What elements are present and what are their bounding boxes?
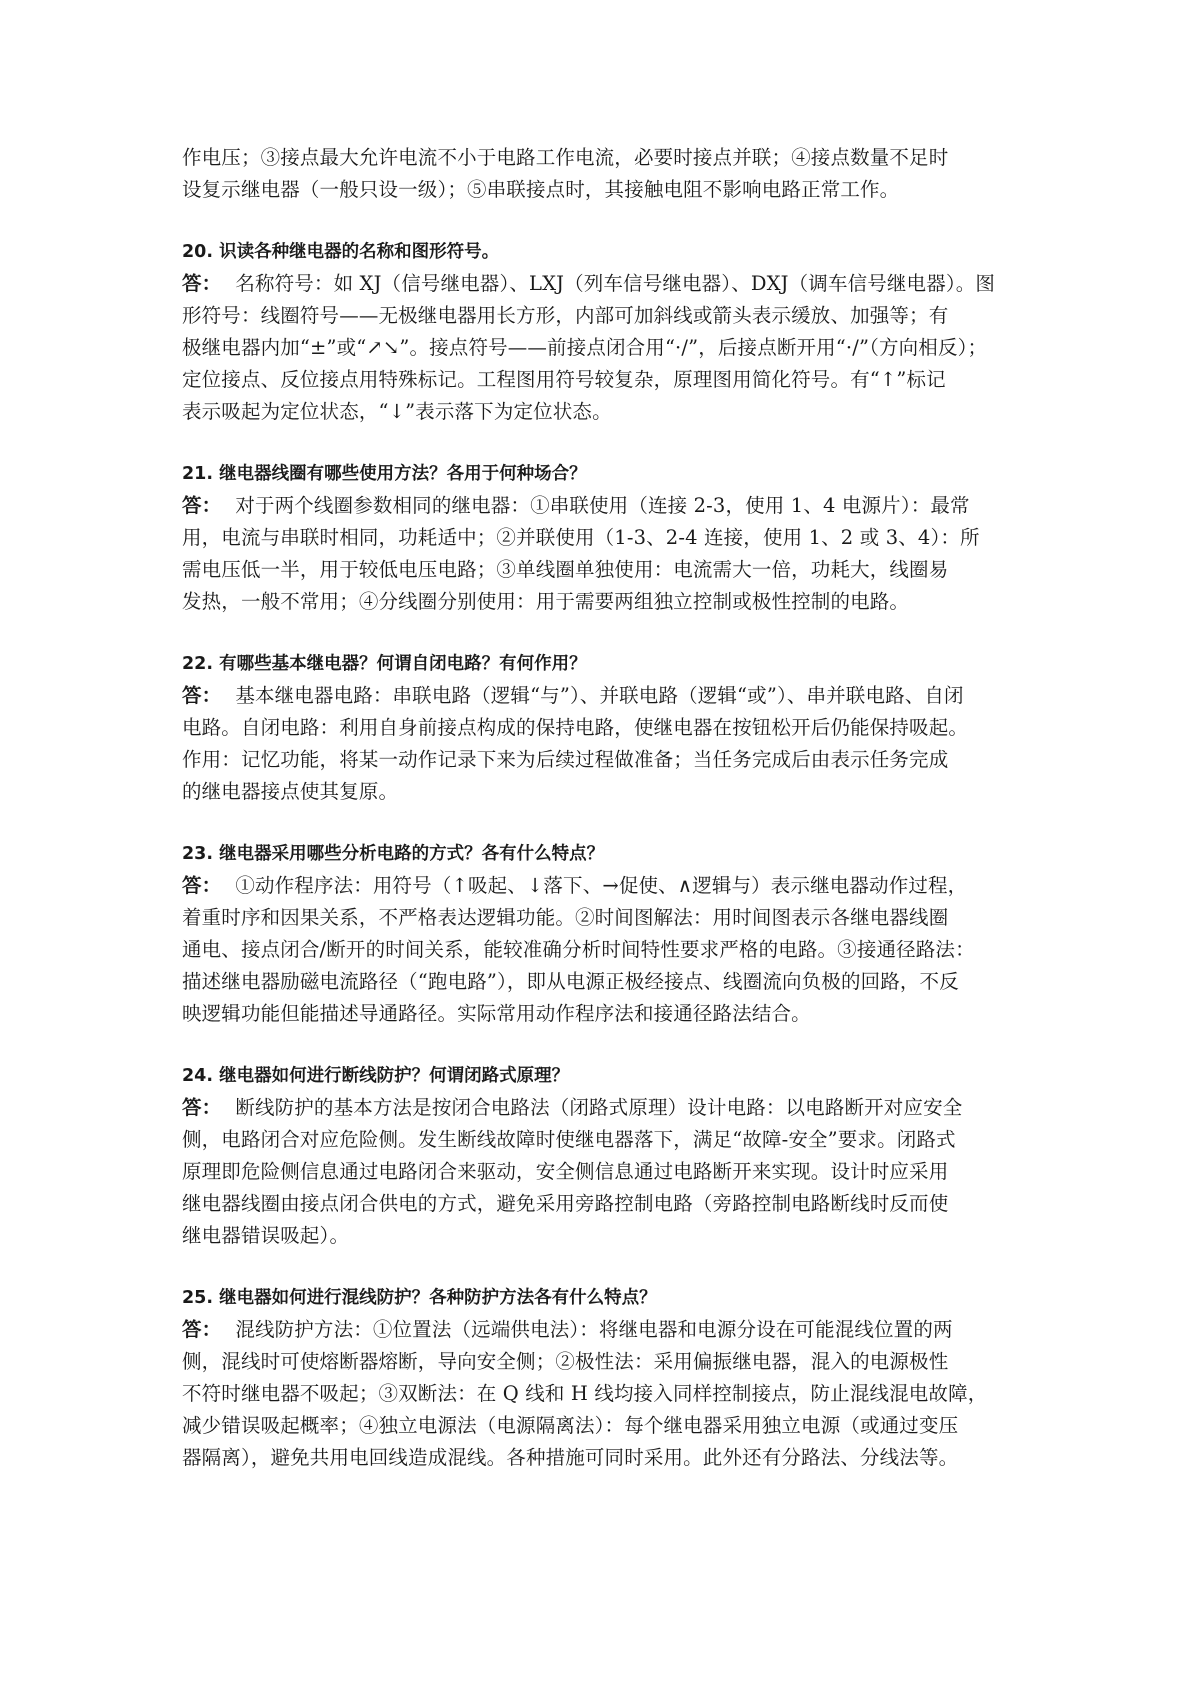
answer-label: 答： [182, 684, 222, 707]
question-heading: 22. 有哪些基本继电器？何谓自闭电路？有何作用？ [182, 654, 587, 674]
text-line: 定位接点、反位接点用特殊标记。工程图用符号较复杂，原理图用简化符号。有“↑”标记 [182, 368, 946, 391]
text-line: 设复示继电器（一般只设一级）；⑤串联接点时，其接触电阻不影响电路正常工作。 [182, 178, 900, 201]
question-heading: 25. 继电器如何进行混线防护？各种防护方法各有什么特点？ [182, 1288, 657, 1308]
text-line: 对于两个线圈参数相同的继电器：①串联使用（连接 2-3，使用 1、4 电源片）：最常 [235, 494, 970, 517]
text-line: 描述继电器励磁电流路径（“跑电路”），即从电源正极经接点、线圈流向负极的回路，不反 [182, 970, 959, 993]
question-heading: 23. 继电器采用哪些分析电路的方式？各有什么特点？ [182, 844, 605, 864]
intro-paragraph [182, 142, 1017, 206]
question-heading: 24. 继电器如何进行断线防护？何谓闭路式原理？ [182, 1066, 570, 1086]
text-line: 电路。自闭电路：利用自身前接点构成的保持电路，使继电器在按钮松开后仍能保持吸起。 [182, 716, 969, 739]
text-line: 形符号：线圈符号——无极继电器用长方形，内部可加斜线或箭头表示缓放、加强等；有 [182, 304, 949, 327]
text-line: 发热，一般不常用；④分线圈分别使用：用于需要两组独立控制或极性控制的电路。 [182, 590, 910, 613]
text-line: 不符时继电器不吸起；③双断法：在 Q 线和 H 线均接入同样控制接点，防止混线混电故障， [182, 1382, 988, 1405]
text-line: 表示吸起为定位状态，“↓”表示落下为定位状态。 [182, 400, 612, 423]
qa-section-25 [182, 1282, 1017, 1474]
answer-label: 答： [182, 272, 222, 295]
text-line: 极继电器内加“±”或“↗↘”。接点符号——前接点闭合用“·/”，后接点断开用“·/”（方向相反）； [182, 336, 988, 359]
qa-section-24 [182, 1060, 1017, 1252]
text-line: 继电器线圈由接点闭合供电的方式，避免采用旁路控制电路（旁路控制电路断线时反而使 [182, 1192, 949, 1215]
document-page [182, 142, 1017, 1474]
question-heading: 21. 继电器线圈有哪些使用方法？各用于何种场合？ [182, 464, 587, 484]
answer-line [182, 1092, 1017, 1124]
answer-label: 答： [182, 494, 222, 517]
text-line: 的继电器接点使其复原。 [182, 780, 399, 803]
answer-label: 答： [182, 1096, 222, 1119]
text-line: 侧，电路闭合对应危险侧。发生断线故障时使继电器落下，满足“故障-安全”要求。闭路式 [182, 1128, 956, 1151]
answer-line [182, 1314, 1017, 1346]
question-heading: 20. 识读各种继电器的名称和图形符号。 [182, 242, 500, 262]
qa-section-21 [182, 458, 1017, 618]
text-line: 侧，混线时可使熔断器熔断，导向安全侧；②极性法：采用偏振继电器，混入的电源极性 [182, 1350, 949, 1373]
text-line: 着重时序和因果关系，不严格表达逻辑功能。②时间图解法：用时间图表示各继电器线圈 [182, 906, 949, 929]
answer-label: 答： [182, 1318, 222, 1341]
answer-label: 答： [182, 874, 222, 897]
qa-section-20 [182, 236, 1017, 428]
answer-line [182, 490, 1017, 522]
text-line: 名称符号：如 XJ（信号继电器）、LXJ（列车信号继电器）、DXJ（调车信号继电器）。图 [235, 272, 996, 295]
text-line: 减少错误吸起概率；④独立电源法（电源隔离法）：每个继电器采用独立电源（或通过变压 [182, 1414, 959, 1437]
text-line: 继电器错误吸起）。 [182, 1224, 350, 1247]
answer-line [182, 870, 1017, 902]
text-line: 用，电流与串联时相同，功耗适中；②并联使用（1-3、2-4 连接，使用 1、2 或 3、4）：所 [182, 526, 980, 549]
text-line: 断线防护的基本方法是按闭合电路法（闭路式原理）设计电路：以电路断开对应安全 [235, 1096, 963, 1119]
text-line: 需电压低一半，用于较低电压电路；③单线圈单独使用：电流需大一倍，功耗大，线圈易 [182, 558, 949, 581]
text-line: 器隔离），避免共用电回线造成混线。各种措施可同时采用。此外还有分路法、分线法等。 [182, 1446, 959, 1469]
text-line: 作用：记忆功能，将某一动作记录下来为后续过程做准备；当任务完成后由表示任务完成 [182, 748, 949, 771]
text-line: ①动作程序法：用符号（↑吸起、↓落下、→促使、∧逻辑与）表示继电器动作过程， [235, 874, 968, 897]
answer-line [182, 680, 1017, 712]
text-line: 作电压；③接点最大允许电流不小于电路工作电流，必要时接点并联；④接点数量不足时 [182, 146, 949, 169]
text-line: 基本继电器电路：串联电路（逻辑“与”）、并联电路（逻辑“或”）、串并联电路、自闭 [235, 684, 964, 707]
answer-line [182, 268, 1017, 300]
text-line: 原理即危险侧信息通过电路闭合来驱动，安全侧信息通过电路断开来实现。设计时应采用 [182, 1160, 949, 1183]
text-line: 混线防护方法：①位置法（远端供电法）：将继电器和电源分设在可能混线位置的两 [235, 1318, 953, 1341]
qa-section-23 [182, 838, 1017, 1030]
text-line: 映逻辑功能但能描述导通路径。实际常用动作程序法和接通径路法结合。 [182, 1002, 811, 1025]
qa-section-22 [182, 648, 1017, 808]
text-line: 通电、接点闭合/断开的时间关系，能较准确分析时间特性要求严格的电路。③接通径路法： [182, 938, 975, 961]
